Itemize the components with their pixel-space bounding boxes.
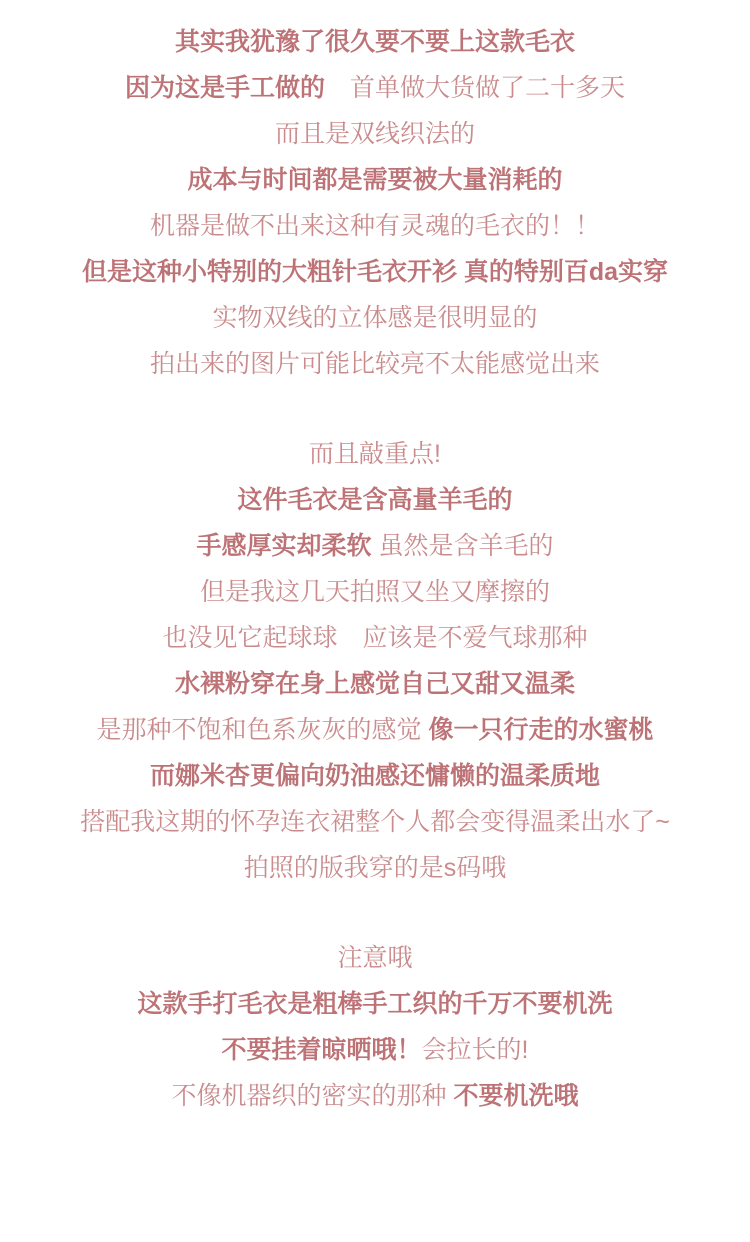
text-segment-bold: 不要挂着晾晒哦！ <box>221 1036 422 1064</box>
text-line <box>0 111 750 157</box>
paragraph <box>0 431 750 891</box>
text-segment: 搭配我这期的怀孕连衣裙整个人都会变得温柔出水了~ <box>80 808 670 836</box>
text-line <box>0 157 750 203</box>
text-segment-bold: 不要机洗哦 <box>446 1082 579 1110</box>
text-segment: 是那种不饱和色系灰灰的感觉 <box>96 716 422 744</box>
text-line <box>0 753 750 799</box>
text-line <box>0 845 750 891</box>
text-segment: 实物双线的立体感是很明显的 <box>212 304 538 332</box>
text-segment-bold: 这款手打毛衣是粗棒手工织的千万不要机洗 <box>137 990 613 1018</box>
text-segment-bold: 手感厚实却柔软 <box>196 532 372 560</box>
text-segment-bold: 这件毛衣是含高量羊毛的 <box>237 486 513 514</box>
text-segment-bold: 像一只行走的水蜜桃 <box>421 716 654 744</box>
text-segment: 不像机器织的密实的那种 <box>171 1082 447 1110</box>
text-segment-bold: 其实我犹豫了很久要不要上这款毛衣 <box>174 28 575 56</box>
text-segment: 注意哦 <box>337 944 413 972</box>
text-segment: 而且敲重点! <box>309 440 441 468</box>
text-line <box>0 477 750 523</box>
text-segment: 但是我这几天拍照又坐又摩擦的 <box>199 578 550 606</box>
text-segment-bold: 成本与时间都是需要被大量消耗的 <box>187 166 563 194</box>
text-segment-bold: 因为这是手工做的 <box>124 74 325 102</box>
text-segment: 会拉长的! <box>421 1036 529 1064</box>
text-line <box>0 431 750 477</box>
text-line <box>0 799 750 845</box>
text-line <box>0 295 750 341</box>
text-line <box>0 615 750 661</box>
paragraph <box>0 935 750 1119</box>
text-line <box>0 569 750 615</box>
text-line <box>0 19 750 65</box>
text-segment: 拍照的版我穿的是s码哦 <box>243 854 507 882</box>
text-line <box>0 935 750 981</box>
text-segment: 也没见它起球球 应该是不爱气球那种 <box>162 624 588 652</box>
text-segment: 虽然是含羊毛的 <box>371 532 554 560</box>
paragraph <box>0 19 750 387</box>
text-segment: 拍出来的图片可能比较亮不太能感觉出来 <box>149 350 600 378</box>
text-line <box>0 707 750 753</box>
text-line <box>0 249 750 295</box>
text-line <box>0 203 750 249</box>
text-line <box>0 1073 750 1119</box>
text-segment: 机器是做不出来这种有灵魂的毛衣的！！ <box>149 212 600 240</box>
text-segment: 首单做大货做了二十多天 <box>325 74 626 102</box>
text-segment-bold: 水裸粉穿在身上感觉自己又甜又温柔 <box>174 670 575 698</box>
text-line <box>0 1027 750 1073</box>
text-segment-bold: 而娜米杏更偏向奶油感还慵懒的温柔质地 <box>149 762 600 790</box>
text-line <box>0 661 750 707</box>
text-line <box>0 523 750 569</box>
text-segment-bold: 但是这种小特别的大粗针毛衣开衫 真的特别百da实穿 <box>81 258 669 286</box>
text-line <box>0 341 750 387</box>
text-line <box>0 981 750 1027</box>
text-line <box>0 65 750 111</box>
text-segment: 而且是双线织法的 <box>274 120 475 148</box>
